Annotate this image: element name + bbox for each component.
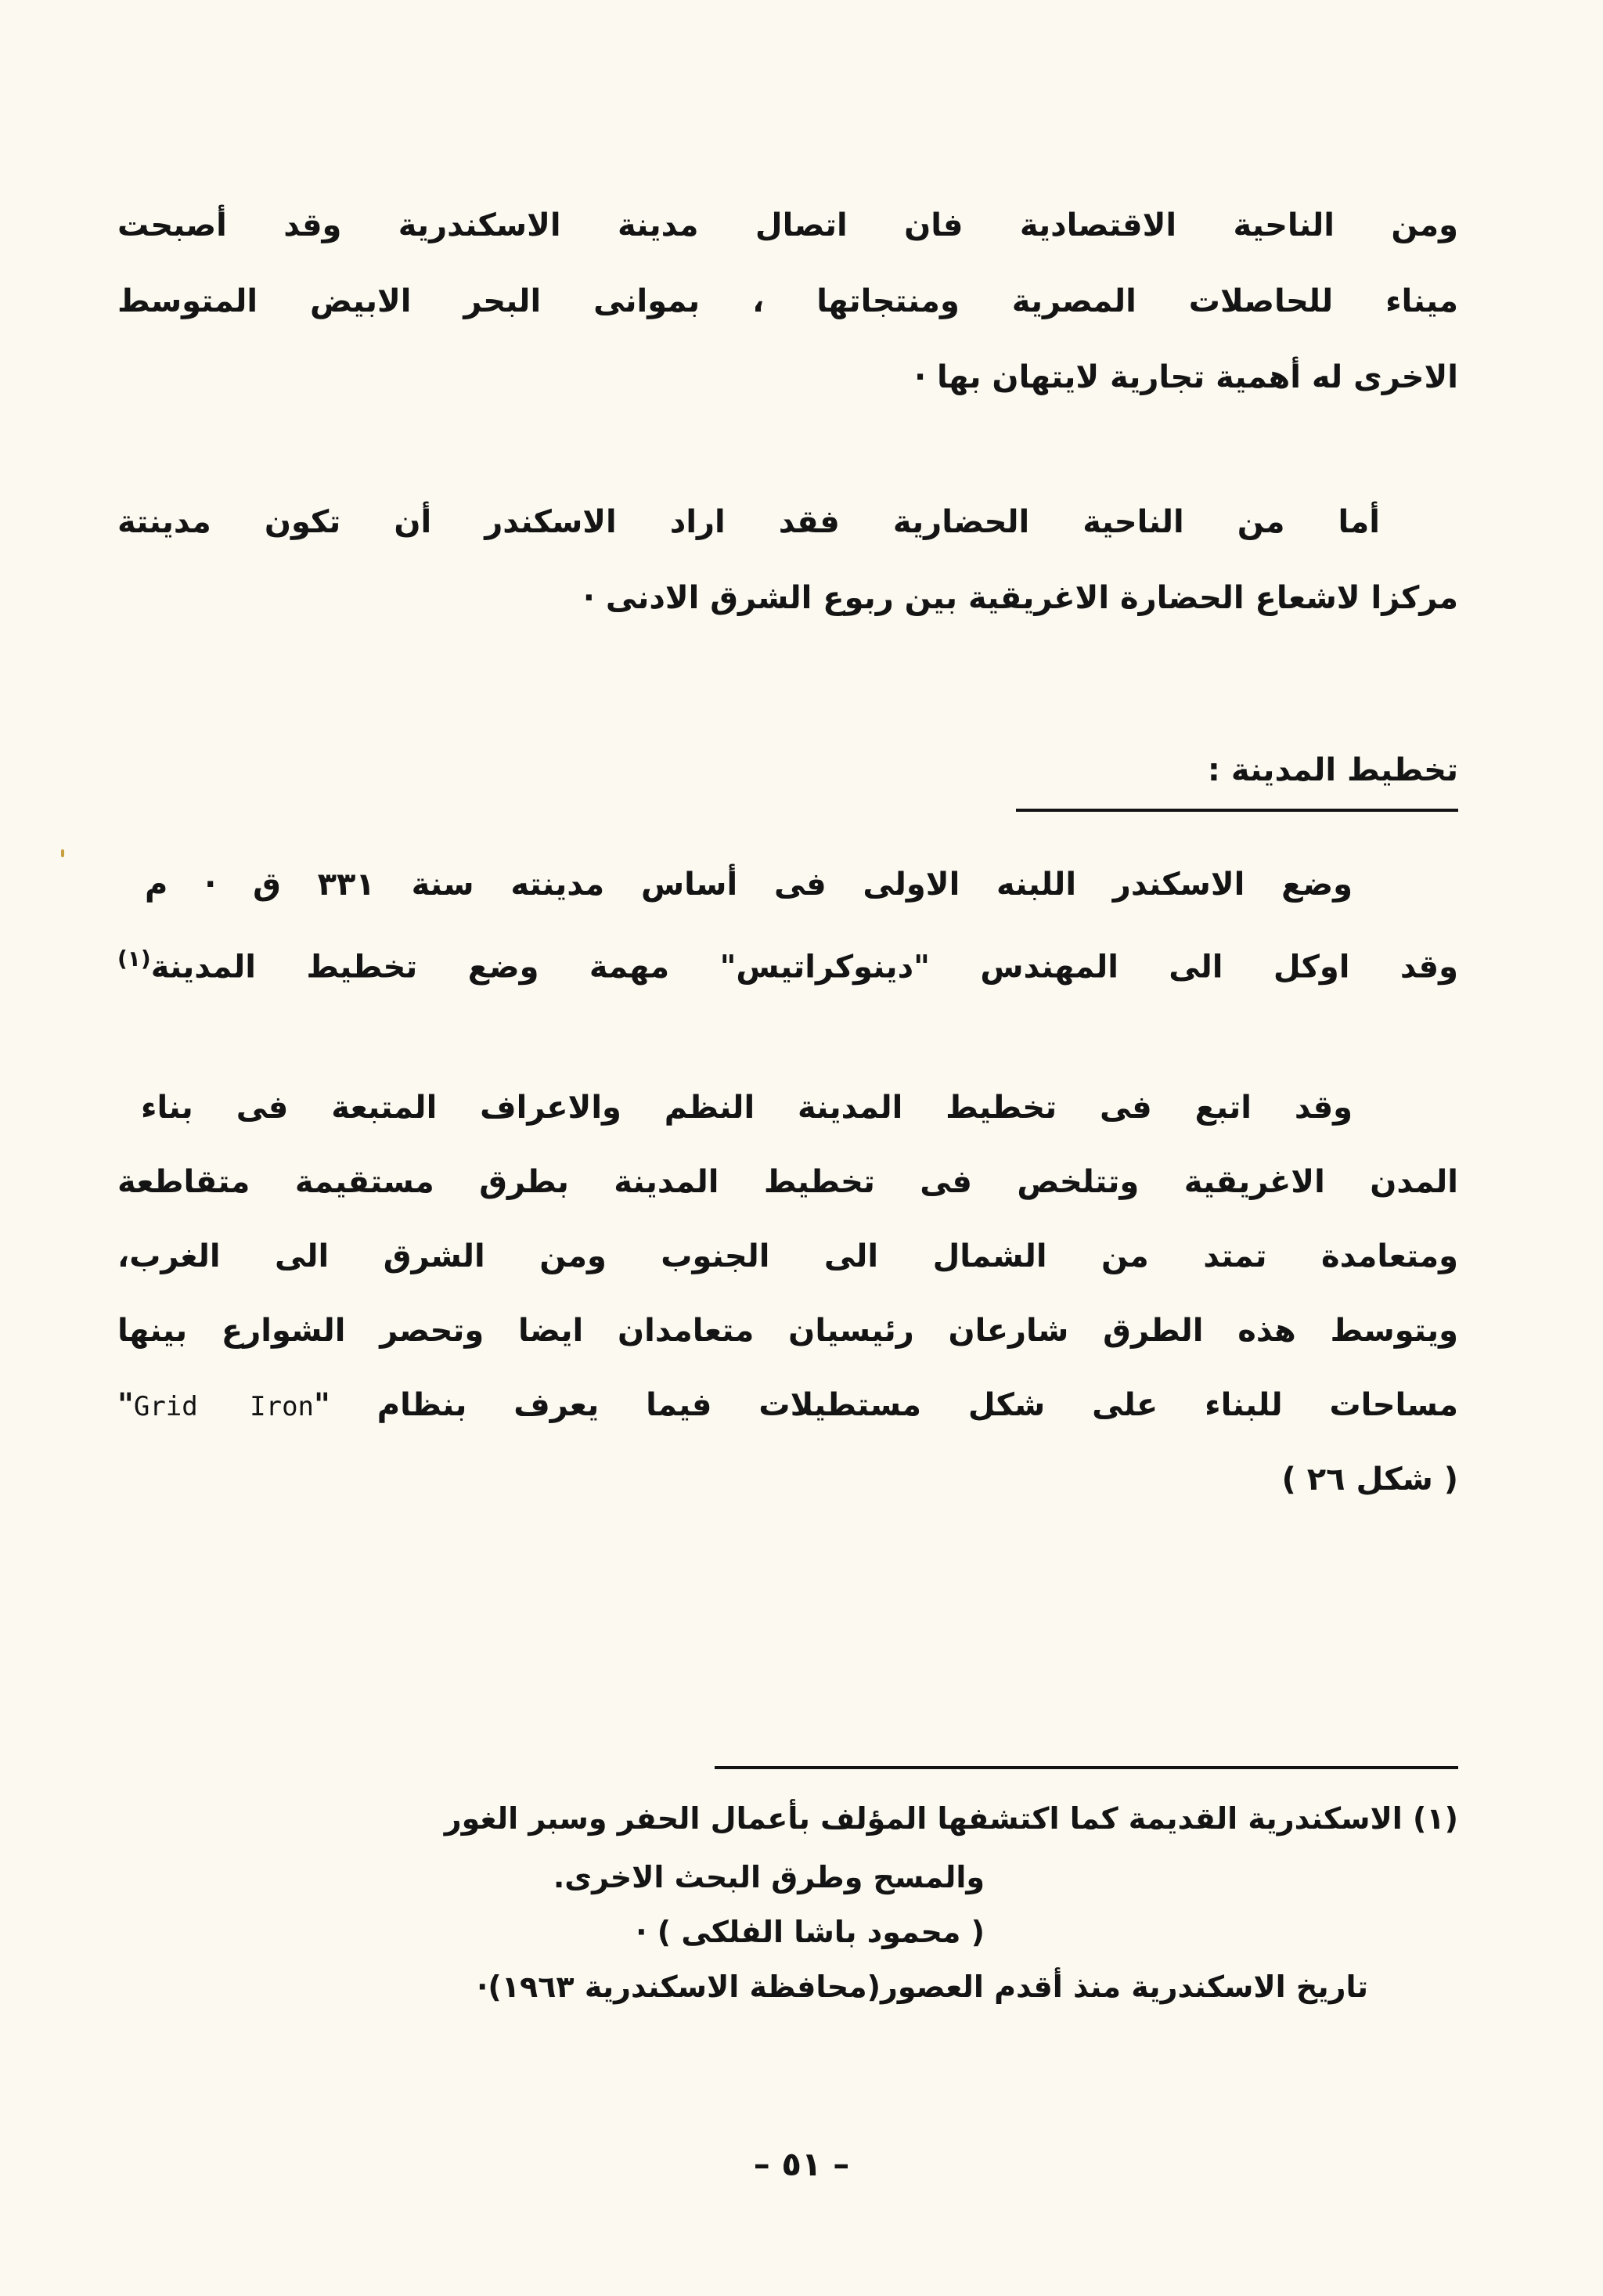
figure-reference: ( شكل ٢٦ ) xyxy=(1281,1462,1458,1498)
footnote-separator xyxy=(715,1766,1458,1769)
paragraph-foundation-text: وقد اوكل الى المهندس "دينوكراتيس" مهمة وضع تخطيط المدينة xyxy=(150,949,1458,986)
footnote-line-4: تاريخ الاسكندرية منذ أقدم العصور(محافظة الاسكندرية ١٩٦٣)· xyxy=(477,1970,1368,2004)
paragraph-planning-line-2: المدن الاغريقية وتتلخص فى تخطيط المدينة بطرق مستقيمة متقاطعة xyxy=(117,1164,1458,1200)
paragraph-civilization-line-1: أما من الناحية الحضارية فقد اراد الاسكندر أن تكون مدينتة xyxy=(117,504,1380,540)
paragraph-planning-line-1: وقد اتبع فى تخطيط المدينة النظم والاعراف المتبعة فى بناء xyxy=(141,1090,1353,1126)
page-number: – ٥١ – xyxy=(753,2145,850,2183)
footnote-reference: (١) xyxy=(117,946,151,971)
paragraph-economic-line-2: ميناء للحاصلات المصرية ومنتجاتها ، بموانى البحر الابيض المتوسط xyxy=(117,283,1458,319)
closing-quote: " xyxy=(117,1387,134,1423)
paragraph-planning-text: مساحات للبناء على شكل مستطيلات فيما يعرف بنظام " xyxy=(314,1387,1459,1423)
paragraph-planning-line-3: ومتعامدة تمتد من الشمال الى الجنوب ومن الشرق الى الغرب، xyxy=(117,1238,1458,1274)
paragraph-planning-line-4: ويتوسط هذه الطرق شارعان رئيسيان متعامدان ايضا وتحصر الشوارع بينها xyxy=(117,1313,1458,1349)
grid-iron-term: Grid Iron xyxy=(133,1391,315,1422)
footnote-line-2: والمسح وطرق البحث الاخرى. xyxy=(553,1860,985,1894)
footnote-line-1: (١) الاسكندرية القديمة كما اكتشفها المؤلف بأعمال الحفر وسبر الغور xyxy=(444,1801,1458,1836)
section-heading: تخطيط المدينة : xyxy=(1207,752,1458,788)
paragraph-economic-line-3: الاخرى له أهمية تجارية لايتهان بها · xyxy=(913,359,1458,395)
paragraph-planning-line-5 xyxy=(117,1382,1458,1430)
paragraph-foundation-line-2 xyxy=(117,935,1458,990)
heading-underline xyxy=(1016,809,1458,812)
paragraph-economic-line-1: ومن الناحية الاقتصادية فان اتصال مدينة الاسكندرية وقد أصبحت xyxy=(117,207,1458,243)
paper-speck xyxy=(61,849,64,857)
footnote-line-3: ( محمود باشا الفلكى ) · xyxy=(636,1915,985,1949)
paragraph-foundation-line-1: وضع الاسكندر اللبنه الاولى فى أساس مدينته سنة ٣٣١ ق · م xyxy=(145,867,1353,903)
paragraph-civilization-line-2: مركزا لاشعاع الحضارة الاغريقية بين ربوع الشرق الادنى · xyxy=(582,580,1458,616)
